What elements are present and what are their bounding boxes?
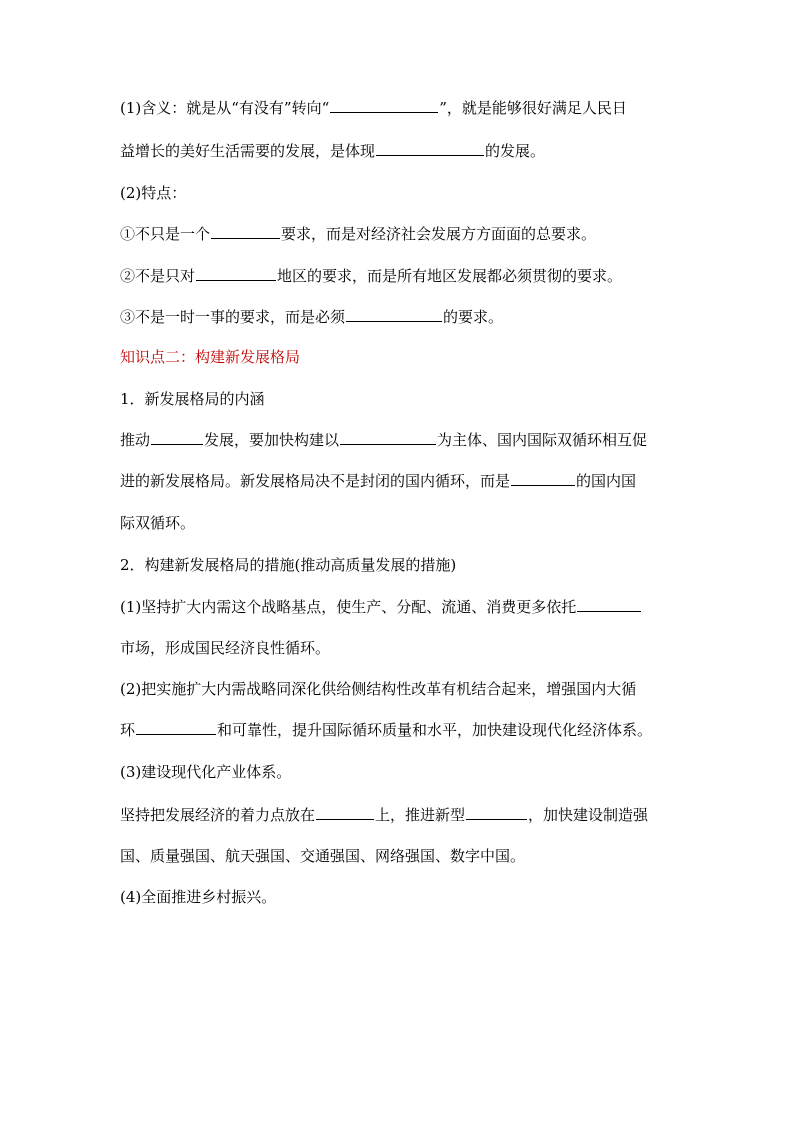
- feature-3: [120, 307, 503, 327]
- blank-meaning-2[interactable]: [376, 141, 484, 156]
- connotation-text-a: 推动: [120, 431, 151, 449]
- measure-2-line-2: [120, 720, 652, 740]
- connotation-line-2: [120, 471, 636, 491]
- feature-2: [120, 266, 622, 286]
- connotation-text-c: 为主体、国内国际双循环相互促: [437, 431, 648, 449]
- connotation-line-3: 际双循环。: [120, 514, 196, 532]
- blank-connotation-1[interactable]: [151, 430, 203, 445]
- blank-measure-3a[interactable]: [316, 805, 374, 820]
- meaning-text-b: ”，就是能够很好满足人民日: [439, 99, 627, 117]
- subsection-1-title: 1．新发展格局的内涵: [120, 390, 265, 408]
- feature-2-text-a: ②不是只对: [120, 267, 196, 285]
- feature-3-text-a: ③不是一时一事的要求，而是必须: [120, 308, 346, 326]
- measure-2-line-1: (2)把实施扩大内需战略同深化供给侧结构性改革有机结合起来，增强国内大循: [120, 680, 637, 698]
- measure-3-text-b: 上，推进新型: [375, 806, 466, 824]
- blank-meaning-1[interactable]: [330, 98, 438, 113]
- blank-feature-3[interactable]: [346, 307, 442, 322]
- blank-feature-2[interactable]: [196, 266, 276, 281]
- feature-1-text-a: ①不只是一个: [120, 225, 211, 243]
- meaning-line-2: [120, 141, 545, 161]
- measure-3-line-1: [120, 805, 648, 825]
- meaning-text-d: 的发展。: [485, 142, 546, 160]
- section-heading: 知识点二：构建新发展格局: [120, 348, 301, 366]
- feature-3-text-b: 的要求。: [443, 308, 504, 326]
- feature-1: [120, 224, 596, 244]
- connotation-text-e: 的国内国: [576, 472, 637, 490]
- blank-measure-2[interactable]: [136, 720, 216, 735]
- blank-connotation-2[interactable]: [340, 430, 436, 445]
- measure-2-text-c: 和可靠性，提升国际循环质量和水平，加快建设现代化经济体系。: [217, 721, 653, 739]
- connotation-line-1: [120, 430, 647, 450]
- feature-1-text-b: 要求，而是对经济社会发展方方面面的总要求。: [281, 225, 597, 243]
- blank-connotation-3[interactable]: [511, 471, 575, 486]
- meaning-text-c: 益增长的美好生活需要的发展，是体现: [120, 142, 376, 160]
- blank-feature-1[interactable]: [211, 224, 280, 239]
- connotation-text-b: 发展，要加快构建以: [204, 431, 340, 449]
- meaning-text-a: (1)含义：就是从“有没有”转向“: [120, 99, 330, 117]
- measure-1-line-2: 市场，形成国民经济良性循环。: [120, 639, 331, 657]
- blank-measure-1[interactable]: [577, 597, 641, 612]
- measure-3-text-a: 坚持把发展经济的着力点放在: [120, 806, 316, 824]
- meaning-line-1: [120, 98, 627, 118]
- measure-3-text-c: ，加快建设制造强: [528, 806, 649, 824]
- measure-3-title: (3)建设现代化产业体系。: [120, 763, 292, 781]
- subsection-2-title: 2．构建新发展格局的措施(推动高质量发展的措施): [120, 556, 457, 574]
- connotation-text-d: 进的新发展格局。新发展格局决不是封闭的国内循环，而是: [120, 472, 511, 490]
- measure-3-line-2: 国、质量强国、航天强国、交通强国、网络强国、数字中国。: [120, 847, 526, 865]
- features-label: (2)特点：: [120, 184, 187, 202]
- measure-2-text-b: 环: [120, 721, 136, 739]
- blank-measure-3b[interactable]: [466, 805, 527, 820]
- feature-2-text-b: 地区的要求，而是所有地区发展都必须贯彻的要求。: [277, 267, 623, 285]
- measure-1-line-1: [120, 597, 642, 617]
- measure-1-text-a: (1)坚持扩大内需这个战略基点，使生产、分配、流通、消费更多依托: [120, 598, 577, 616]
- measure-4-title: (4)全面推进乡村振兴。: [120, 888, 277, 906]
